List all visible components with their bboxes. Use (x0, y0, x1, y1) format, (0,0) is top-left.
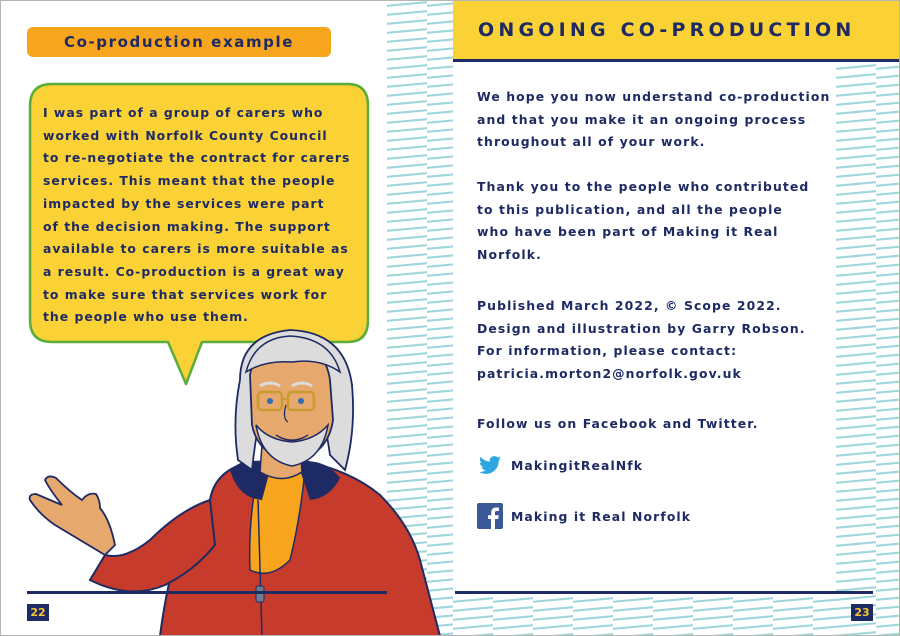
quote-line: to make sure that services work for (43, 286, 328, 302)
page-number-right: 23 (851, 604, 873, 621)
text-line: Follow us on Facebook and Twitter. (477, 416, 759, 431)
intro-paragraph (477, 86, 837, 154)
publication-info (477, 295, 837, 385)
twitter-link[interactable] (477, 451, 643, 479)
text-line: to this publication, and all the people (477, 201, 783, 217)
quote-line: I was part of a group of carers who (43, 105, 324, 120)
facebook-link[interactable] (477, 502, 691, 530)
text-line: and that you make it an ongoing process (477, 111, 807, 127)
quote-line: the people who use them. (43, 309, 249, 325)
twitter-handle: MakingitRealNfk (511, 457, 644, 473)
contact-email[interactable]: patricia.morton2@norfolk.gov.uk (477, 365, 742, 381)
header-band (453, 0, 900, 62)
example-label: Co-production example (27, 27, 331, 57)
facebook-f-icon (477, 503, 503, 529)
page-number-left: 22 (27, 604, 49, 621)
stripe-pattern-right (836, 0, 900, 636)
text-line: Design and illustration by Garry Robson. (477, 320, 806, 336)
quote-line: available to carers is more suitable as (43, 241, 349, 257)
quote-line: services. This meant that the people (43, 173, 336, 189)
quote-line: a result. Co-production is a great way (43, 263, 345, 279)
bottom-rule-left (27, 591, 387, 594)
text-line: throughout all of your work. (477, 134, 706, 150)
facebook-page-name: Making it Real Norfolk (511, 508, 692, 524)
bottom-rule-right (455, 591, 873, 594)
quote-line: worked with Norfolk County Council (43, 127, 328, 143)
text-line: Published March 2022, © Scope 2022. (477, 298, 782, 313)
quote-line: of the decision making. The support (43, 218, 331, 234)
stripe-pattern-bottom (453, 596, 836, 636)
page-title: ONGOING CO-PRODUCTION (478, 19, 856, 41)
text-line: Thank you to the people who contributed (477, 179, 810, 194)
text-line: who have been part of Making it Real (477, 224, 779, 240)
quote-line: to re-negotiate the contract for carers (43, 150, 351, 166)
follow-text (477, 413, 837, 436)
twitter-bird-icon (477, 452, 503, 478)
quote-line: impacted by the services were part (43, 195, 325, 211)
text-line: Norfolk. (477, 246, 542, 262)
text-line: We hope you now understand co-production (477, 89, 831, 104)
text-line: For information, please contact: (477, 343, 738, 359)
thanks-paragraph (477, 176, 837, 266)
